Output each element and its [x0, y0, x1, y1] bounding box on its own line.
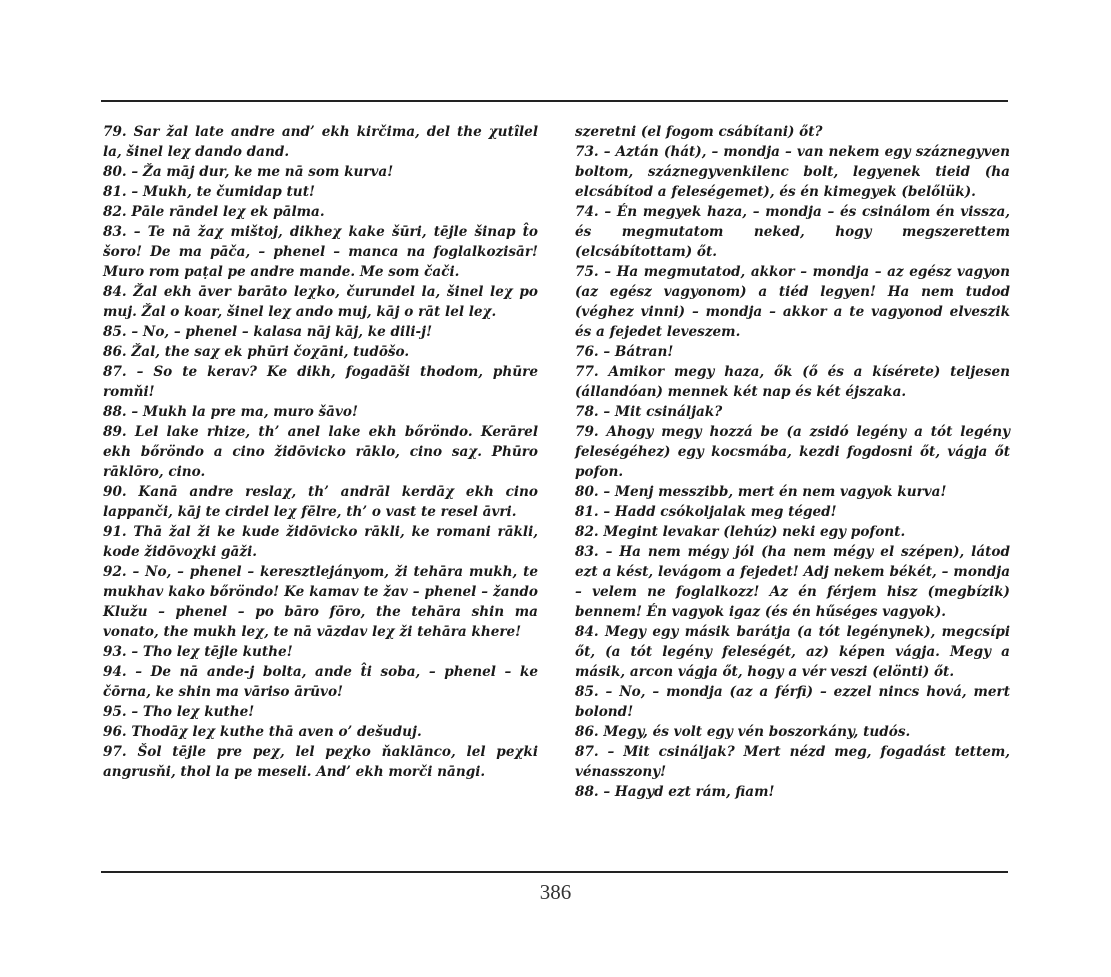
paragraph: 90. Kanā andre reslaχ, th’ andrāl kerdāχ ekh cino lappanči, kāj te cirdel leχ fēlre, th’ o vast te resel āvri. — [103, 484, 538, 520]
paragraph: 74. – Én megyek haza, – mondja – és csinálom én vissza, és megmutatom neked, hogy megszerettem (elcsábítottam) őt. — [575, 204, 1010, 260]
paragraph: 92. – No, – phenel – keresztlejányom, ži tehāra mukh, te mukhav kako bőröndo! Ke kamav te žav – phenel – žando Klužu – phenel – po bāro fōro, the tehāra shin ma vonato, the mukh leχ, te nā vāzdav leχ ži tehāra khere! — [103, 564, 538, 640]
paragraph: 79. Ahogy megy hozzá be (a zsidó legény a tót legény feleségéhez) egy kocsmába, kezdi fogdosni őt, vágja őt pofon. — [575, 424, 1010, 480]
paragraph: 84. Megy egy másik barátja (a tót legénynek), megcsípi őt, (a tót legény feleségét, az) képen vágja. Megy a másik, arcon vágja őt, hogy a vér veszi (elönti) őt. — [575, 624, 1010, 680]
paragraph: 73. – Aztán (hát), – mondja – van nekem egy száznegyven boltom, száznegyvenkilenc bolt, legyenek tieid (ha elcsábítod a feleségemet), és én kimegyek (belőlük). — [575, 144, 1010, 200]
paragraph: 94. – De nā ande-j bolta, ande t̂i soba, – phenel – ke čōrna, ke shin ma vāriso ārūvo! — [103, 664, 538, 700]
paragraph: 88. – Mukh la pre ma, muro šāvo! — [103, 404, 358, 420]
paragraph: 82. Pāle rāndel leχ ek pālma. — [103, 204, 325, 220]
paragraph: 87. – Mit csináljak? Mert nézd meg, fogadást tettem, vénasszony! — [575, 744, 1010, 780]
paragraph: 87. – So te kerav? Ke dikh, fogadāši thodom, phūre romňi! — [103, 364, 538, 400]
paragraph: 81. – Hadd csókoljalak meg téged! — [575, 504, 837, 520]
romani-text-column — [103, 122, 538, 782]
paragraph: 82. Megint levakar (lehúz) neki egy pofont. — [575, 524, 906, 540]
paragraph: 86. Megy, és volt egy vén boszorkány, tudós. — [575, 724, 911, 740]
paragraph: 96. Thodāχ leχ kuthe thā aven o’ dešuduj. — [103, 724, 422, 740]
paragraph: 78. – Mit csináljak? — [575, 404, 723, 420]
paragraph: 97. Šol tējle pre peχ, lel peχko ňaklānco, lel peχki angrusňi, thol la pe meseli. And’ ekh morči nāngi. — [103, 744, 538, 780]
paragraph: 81. – Mukh, te čumidap tut! — [103, 184, 315, 200]
paragraph: 80. – Menj messzibb, mert én nem vagyok kurva! — [575, 484, 947, 500]
paragraph: 84. Žal ekh āver barāto leχko, čurundel la, šinel leχ po muj. Žal o koar, šinel leχ ando muj, kāj o rāt lel leχ. — [103, 284, 538, 320]
paragraph: 76. – Bátran! — [575, 344, 674, 360]
top-rule — [101, 100, 1008, 102]
paragraph: 85. – No, – phenel – kalasa nāj kāj, ke dili-j! — [103, 324, 433, 340]
bottom-rule — [101, 871, 1008, 873]
paragraph: 75. – Ha megmutatod, akkor – mondja – az egész vagyon (az egész vagyonom) a tiéd legyen! Ha nem tudod (véghez vinni) – mondja – akkor a te vagyonod elveszik és a fejedet leveszem. — [575, 264, 1010, 340]
paragraph: 80. – Ža māj dur, ke me nā som kurva! — [103, 164, 394, 180]
paragraph: 86. Žal, the saχ ek phūri čoχāni, tudōšo. — [103, 344, 410, 360]
paragraph: 79. Sar žal late andre and’ ekh kirčima, del the χutîlel la, šinel leχ dando dand. — [103, 124, 538, 160]
paragraph: 77. Amikor megy haza, ők (ő és a kísérete) teljesen (állandóan) mennek két nap és két éjszaka. — [575, 364, 1010, 400]
paragraph: 95. – Tho leχ kuthe! — [103, 704, 255, 720]
paragraph: 89. Lel lake rhize, th’ anel lake ekh bőröndo. Kerārel ekh bőröndo a cino židōvicko rāklo, cino saχ. Phūro rāklōro, cino. — [103, 424, 538, 480]
page-number: 386 — [539, 880, 572, 904]
hungarian-translation-column — [575, 122, 1010, 802]
paragraph: 93. – Tho leχ tējle kuthe! — [103, 644, 293, 660]
paragraph: szeretni (el fogom csábítani) őt? — [575, 124, 823, 140]
paragraph: 88. – Hagyd ezt rám, fiam! — [575, 784, 775, 800]
paragraph: 83. – Ha nem mégy jól (ha nem mégy el szépen), látod ezt a kést, levágom a fejedet! Adj nekem békét, – mondja – velem ne foglalkozz! Az én férjem hisz (megbízik) bennem! Én vagyok igaz (és én hűséges vagyok). — [575, 544, 1010, 620]
paragraph: 85. – No, – mondja (az a férfi) – ezzel nincs hová, mert bolond! — [575, 684, 1010, 720]
paragraph: 91. Thā žal ži ke kude židōvicko rākli, ke romani rākli, kode židōvoχki gāži. — [103, 524, 538, 560]
paragraph: 83. – Te nā žaχ mištoj, dikheχ kake šūri, tējle šinap t̂o šoro! De ma pāča, – phenel – manca na foglalkozisār! Muro rom paṭal pe andre mande. Me som čači. — [103, 224, 538, 280]
